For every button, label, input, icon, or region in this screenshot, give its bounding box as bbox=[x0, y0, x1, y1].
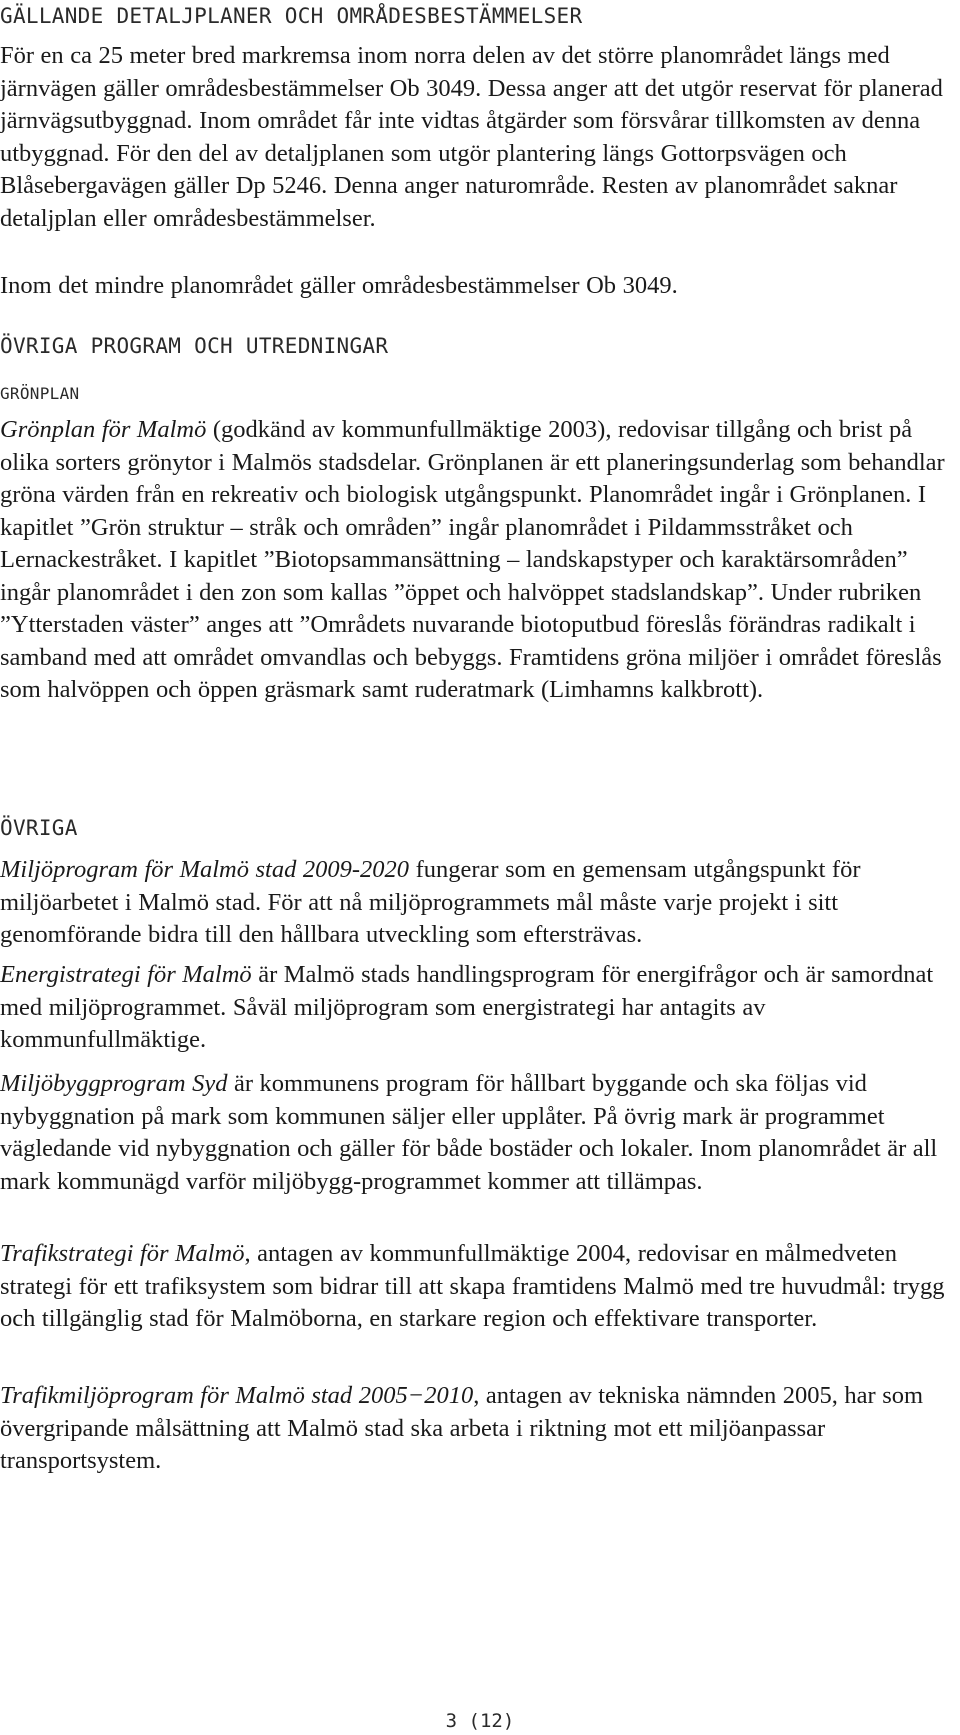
paragraph-energistrategi bbox=[0, 959, 958, 1057]
paragraph-trafikstrategi bbox=[0, 1238, 958, 1336]
energistrategi-text: är Malmö stads handlingsprogram för energifrågor och är samordnat med miljöprogrammet. Såväl miljöprogram som energistrategi har antagits av kommunfullmäktige. bbox=[0, 961, 934, 1053]
trafikmiljo-text: , antagen av tekniska nämnden 2005, har som övergripande målsättning att Malmö stad ska arbeta i riktning mot ett miljöanpassar transportsystem. bbox=[0, 1382, 924, 1474]
trafikstrategi-text: , antagen av kommunfullmäktige 2004, redovisar en målmedveten strategi för ett trafiksystem som bidrar till att skapa framtidens Malmö med tre huvudmål: trygg och tillgänglig stad för Malmöborna, en starkare region och effektivare transporter. bbox=[0, 1240, 945, 1332]
paragraph-mindre-planomrade: Inom det mindre planområdet gäller områdesbestämmelser Ob 3049. bbox=[0, 272, 678, 299]
document-title-gronplan: Grönplan för Malmö bbox=[0, 416, 207, 443]
section-heading-detaljplaner: GÄLLANDE DETALJPLANER OCH OMRÅDESBESTÄMMELSER bbox=[0, 4, 583, 28]
subheading-gronplan: GRÖNPLAN bbox=[0, 384, 80, 403]
paragraph-detaljplaner: För en ca 25 meter bred markremsa inom norra delen av det större planområdet längs med järnvägen gäller områdesbestämmelser Ob 3049. Dessa anger att det utgör reservat för planerad järnvägsutbyggnad. Inom området får inte vidtas åtgärder som försvårar tillkomsten av denna utbyggnad. För den del av detaljplanen som utgör plantering längs Gottorpsvägen och Blåsebergavägen gäller Dp 5246. Denna anger naturområde. Resten av planområdet saknar detaljplan eller områdesbestämmelser. bbox=[0, 42, 943, 232]
page-number: 3 (12) bbox=[445, 1710, 515, 1732]
paragraph-gronplan bbox=[0, 414, 958, 707]
paragraph-trafikmiljoprogram bbox=[0, 1380, 958, 1478]
paragraph-miljobyggprogram bbox=[0, 1068, 958, 1198]
subheading-ovriga: ÖVRIGA bbox=[0, 816, 78, 840]
miljobygg-text: är kommunens program för hållbart byggande och ska följas vid nybyggnation på mark som kommunen säljer eller upplåter. På övrig mark är programmet vägledande vid nybyggnation och gäller för både bostäder och lokaler. Inom planområdet är all mark kommunägd varför miljöbygg-programmet kommer att tillämpas. bbox=[0, 1070, 938, 1195]
paragraph-miljoprogram bbox=[0, 854, 958, 952]
section-heading-program: ÖVRIGA PROGRAM OCH UTREDNINGAR bbox=[0, 334, 389, 358]
document-title-miljobyggprogram: Miljöbyggprogram Syd bbox=[0, 1070, 228, 1097]
document-title-trafikmiljoprogram: Trafikmiljöprogram för Malmö stad 2005−2010 bbox=[0, 1382, 474, 1409]
document-title-energistrategi: Energistrategi för Malmö bbox=[0, 961, 252, 988]
miljoprogram-text: fungerar som en gemensam utgångspunkt för miljöarbetet i Malmö stad. För att nå miljöprogrammets mål måste varje projekt i sitt genomförande bidra till den hållbara utveckling som eftersträvas. bbox=[0, 856, 861, 948]
gronplan-text: (godkänd av kommunfullmäktige 2003), redovisar tillgång och brist på olika sorters grönytor i Malmös stadsdelar. Grönplanen är ett planeringsunderlag som behandlar gröna värden från en rekreativ och biologisk utgångspunkt. Planområdet ingår i Grönplanen. I kapitlet ”Grön struktur – stråk och områden” ingår planområdet i Pildammsstråket och Lernackestråket. I kapitlet ”Biotopsammansättning – landskapstyper och karaktärsområden” ingår planområdet i den zon som kallas ”öppet och halvöppet stadslandskap”. Under rubriken ”Ytterstaden väster” anges att ”Områdets nuvarande biotoputbud föreslås förändras radikalt i samband med att området omvandlas och bebyggs. Framtidens gröna miljöer i området föreslås som halvöppen och öppen gräsmark samt ruderatmark (Limhamns kalkbrott). bbox=[0, 416, 945, 703]
document-title-trafikstrategi: Trafikstrategi för Malmö bbox=[0, 1240, 245, 1267]
document-title-miljoprogram: Miljöprogram för Malmö stad 2009-2020 bbox=[0, 856, 410, 883]
